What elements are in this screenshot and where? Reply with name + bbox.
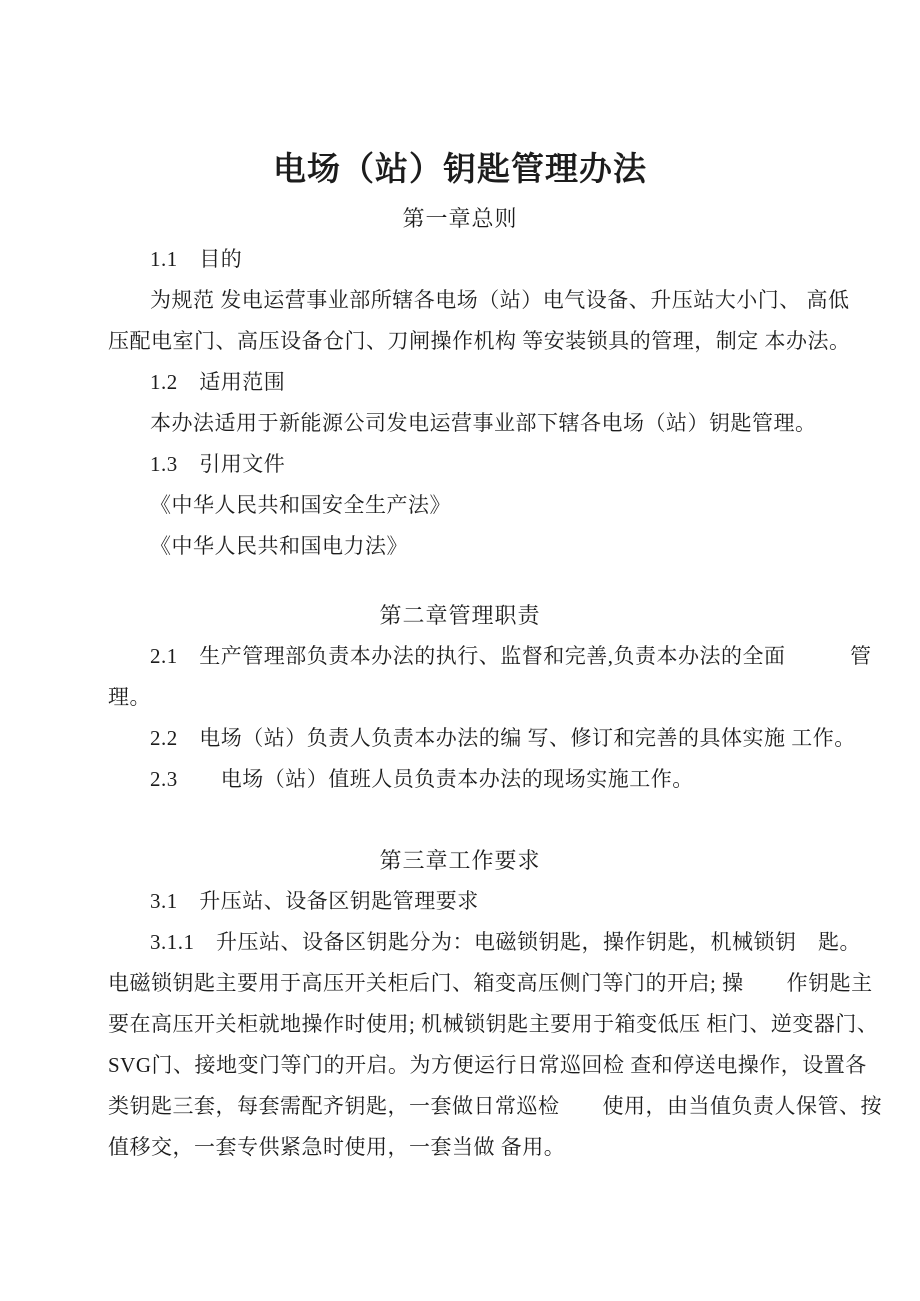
section-1-3-heading: 1.3 引用文件 (150, 452, 286, 476)
clause-3-1-1-line-2: 电磁锁钥匙主要用于高压开关柜后门、箱变高压侧门等门的开启; 操 作钥匙主 (108, 971, 873, 995)
chapter-3-heading: 第三章工作要求 (379, 848, 541, 873)
clause-3-1-1-line-5: 类钥匙三套，每套需配齐钥匙，一套做日常巡检 使用，由当值负责人保管、按 (108, 1094, 882, 1118)
clause-3-1-1-line-1: 3.1.1 升压站、设备区钥匙分为：电磁锁钥匙，操作钥匙，机械锁钥 匙。 (150, 930, 861, 954)
clause-3-1-1-line-4: SVG门、接地变门等门的开启。为方便运行日常巡回检 查和停送电操作，设置各 (108, 1053, 867, 1077)
section-1-1-heading: 1.1 目的 (150, 247, 243, 271)
chapter-2-heading: 第二章管理职责 (379, 603, 541, 628)
clause-2-2: 2.2 电场（站）负责人负责本办法的编 写、修订和完善的具体实施 工作。 (150, 726, 856, 750)
paragraph-scope: 本办法适用于新能源公司发电运营事业部下辖各电场（站）钥匙管理。 (150, 411, 817, 435)
clause-3-1-1-line-3: 要在高压开关柜就地操作时使用; 机械锁钥匙主要用于箱变低压 柜门、逆变器门、 (108, 1012, 879, 1036)
clause-2-3: 2.3 电场（站）值班人员负责本办法的现场实施工作。 (150, 767, 694, 791)
chapter-1-heading: 第一章总则 (402, 206, 518, 231)
page-title: 电场（站）钥匙管理办法 (273, 152, 647, 188)
clause-2-1-line-1: 2.1 生产管理部负责本办法的执行、监督和完善,负责本办法的全面 管 (150, 644, 872, 668)
paragraph-purpose-line-2: 压配电室门、高压设备仓门、刀闸操作机构 等安装锁具的管理，制定 本办法。 (108, 329, 851, 353)
section-1-2-heading: 1.2 适用范围 (150, 370, 286, 394)
reference-law-2: 《中华人民共和国电力法》 (150, 534, 408, 558)
clause-3-1-1-line-6: 值移交，一套专供紧急时使用，一套当做 备用。 (108, 1135, 566, 1159)
paragraph-purpose-line-1: 为规范 发电运营事业部所辖各电场（站）电气设备、升压站大小门、 高低 (150, 288, 850, 312)
reference-law-1: 《中华人民共和国安全生产法》 (150, 493, 451, 517)
clause-2-1-line-2: 理。 (108, 685, 151, 709)
section-3-1-heading: 3.1 升压站、设备区钥匙管理要求 (150, 889, 479, 913)
